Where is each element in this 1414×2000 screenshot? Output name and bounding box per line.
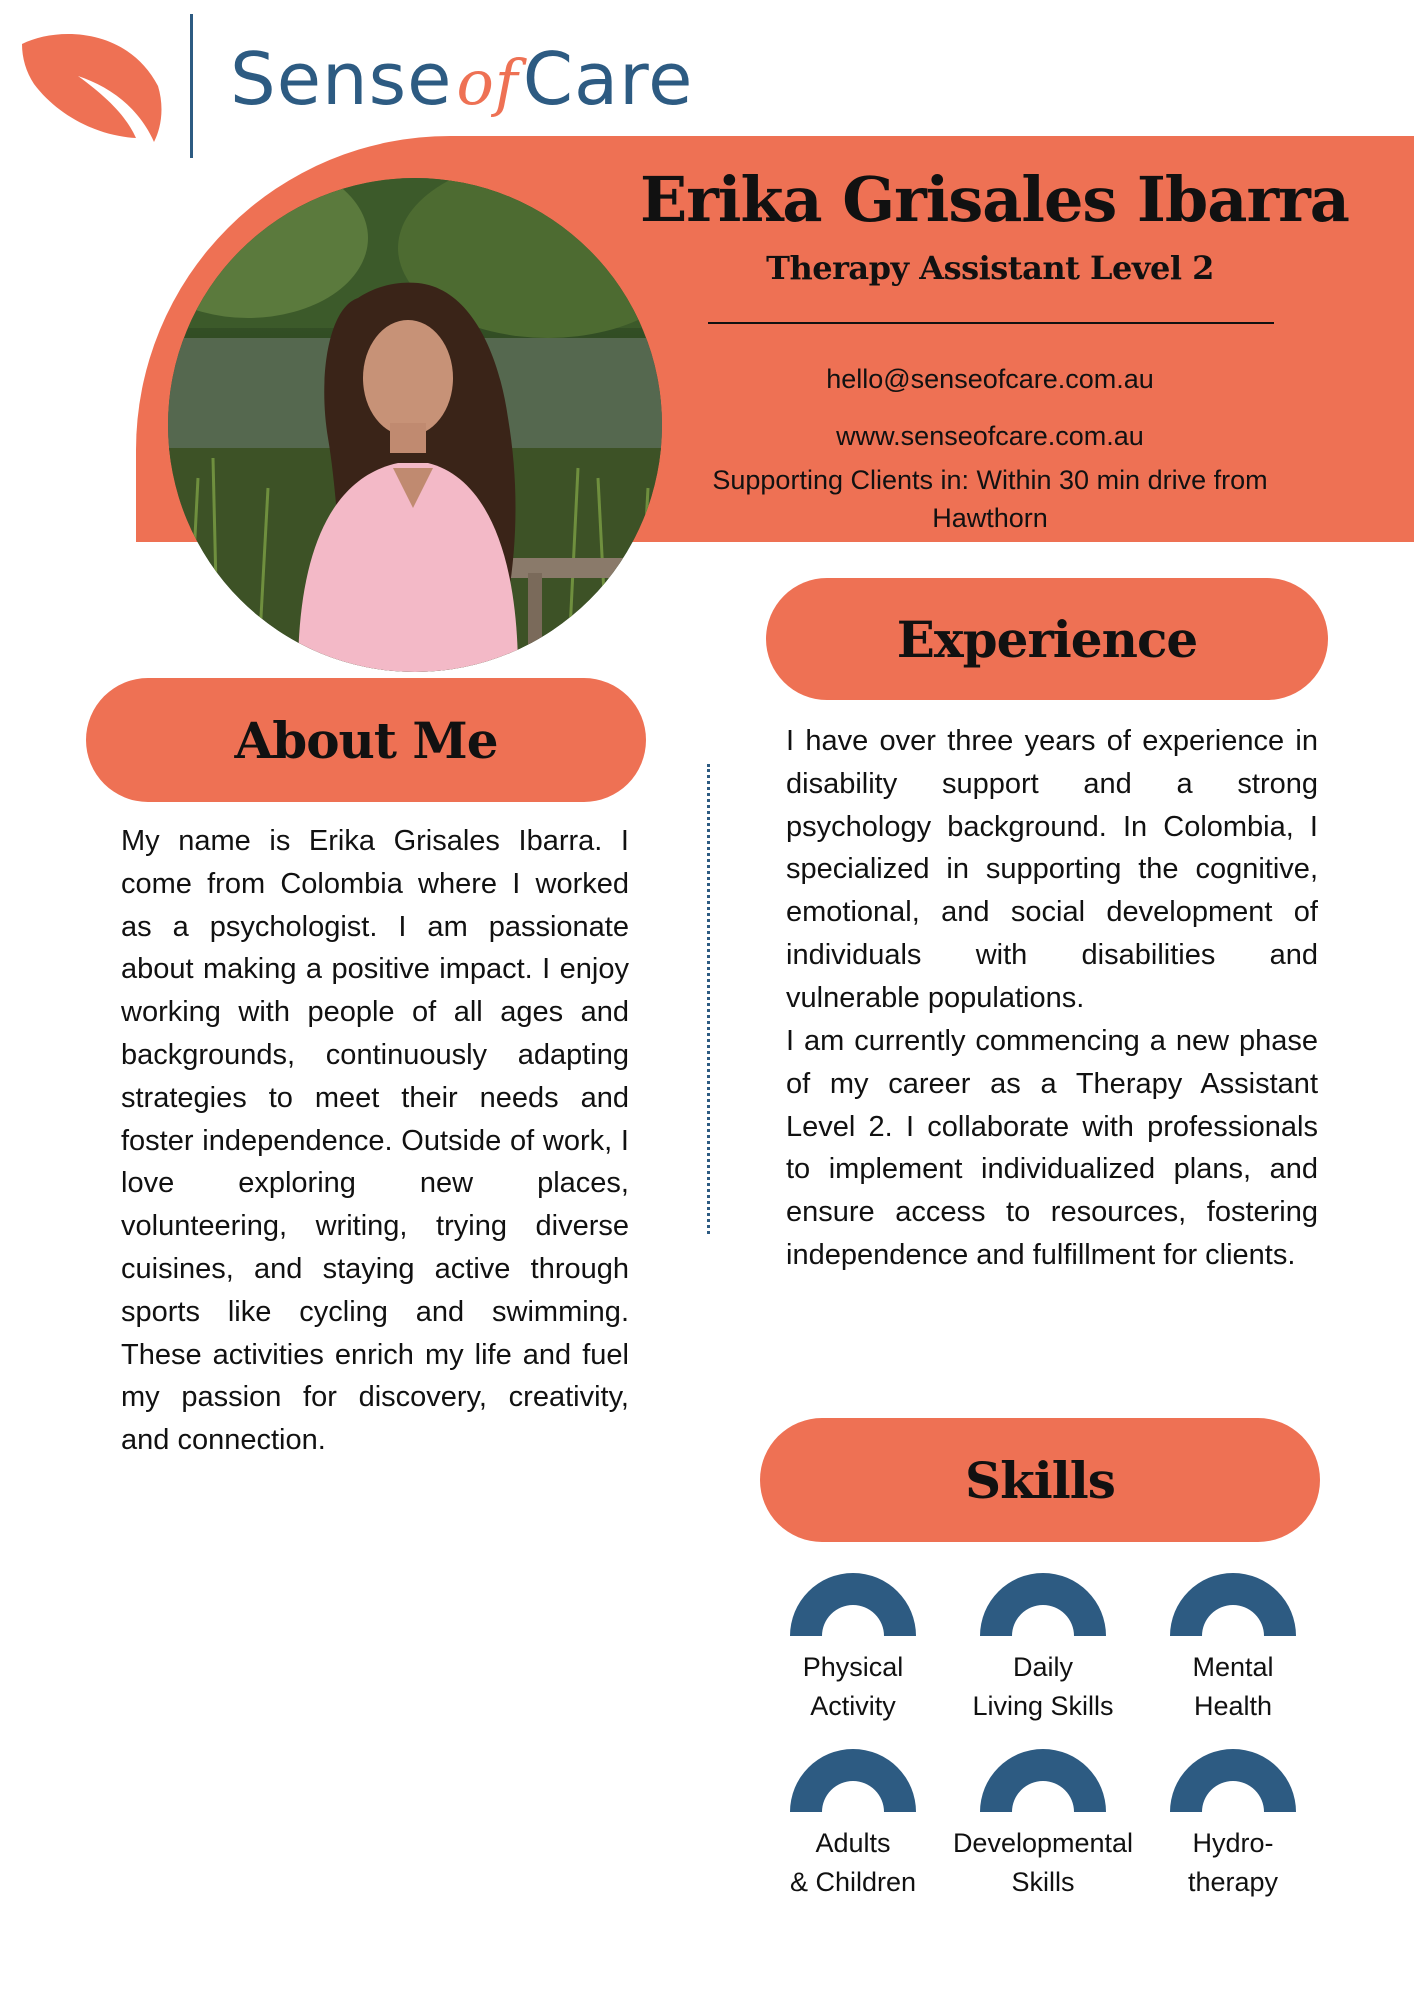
- arch-icon: [978, 1748, 1108, 1814]
- arch-icon: [788, 1572, 918, 1638]
- skill-item: [748, 1572, 958, 1726]
- header-divider: [708, 322, 1274, 324]
- about-heading: About Me: [86, 678, 646, 802]
- about-text: My name is Erika Grisales Ibarra. I come from Colombia where I worked as a psychologist. I am passionate about making a positive impact. I enjoy working with people of all ages and backgrounds, continuously adapting strategies to meet their needs and foster independence. Outside of work, I love exploring new places, volunteering, writing, trying diverse cuisines, and staying active through sports like cycling and swimming. These activities enrich my life and fuel my passion for discovery, creativity, and connection.: [121, 825, 629, 1457]
- profile-name: Erika Grisales Ibarra: [640, 163, 1349, 236]
- brand-care: Care: [522, 37, 694, 121]
- skill-label-line-2: Skills: [1011, 1867, 1075, 1897]
- skill-label-line-2: Health: [1193, 1691, 1273, 1721]
- brand-of: of: [456, 46, 519, 119]
- skill-label: [748, 1648, 958, 1726]
- service-area-line-1: Supporting Clients in: Within 30 min drive from: [712, 465, 1268, 495]
- skills-heading: Skills: [760, 1418, 1320, 1542]
- experience-paragraph-1: I have over three years of experience in disability support and a strong psychology background. In Colombia, I specialized in supporting the cognitive, emotional, and social development of individuals with disabilities and vulnerable populations.: [786, 725, 1318, 1014]
- skill-label: [748, 1824, 958, 1902]
- contact-email[interactable]: hello@senseofcare.com.au: [826, 364, 1154, 394]
- skill-label: [1128, 1824, 1338, 1902]
- skill-label-line-2: & Children: [789, 1867, 917, 1897]
- service-area: [640, 461, 1340, 537]
- profile-title: Therapy Assistant Level 2: [766, 249, 1214, 287]
- profile-photo: [168, 178, 662, 672]
- skill-label: [938, 1648, 1148, 1726]
- skill-label: [938, 1824, 1148, 1902]
- skill-label-line-1: Mental: [1192, 1652, 1274, 1682]
- skill-label-line-1: Developmental: [952, 1828, 1134, 1858]
- brand-sense: Sense: [230, 37, 453, 121]
- arch-icon: [788, 1748, 918, 1814]
- arch-icon: [1168, 1748, 1298, 1814]
- experience-paragraph-2: I am currently commencing a new phase of my career as a Therapy Assistant Level 2. I collaborate with professionals to implement individualized plans, and ensure access to resources, fostering independence and fulfillment for clients.: [786, 1025, 1318, 1271]
- skill-label-line-2: Activity: [810, 1691, 896, 1721]
- column-divider: [707, 764, 710, 1234]
- experience-heading: Experience: [766, 578, 1328, 700]
- leaf-icon: [18, 26, 162, 144]
- arch-icon: [1168, 1572, 1298, 1638]
- skill-item: [938, 1748, 1148, 1902]
- skill-label-line-1: Daily: [1012, 1652, 1073, 1682]
- skill-item: [1128, 1748, 1338, 1902]
- skill-item: [938, 1572, 1148, 1726]
- skill-label-line-1: Physical: [802, 1652, 904, 1682]
- service-area-line-2: Hawthorn: [932, 503, 1048, 533]
- skill-item: [748, 1748, 958, 1902]
- skill-label-line-1: Adults: [815, 1828, 891, 1858]
- brand-logo: [230, 34, 693, 128]
- logo-divider: [190, 14, 193, 158]
- skill-label-line-1: Hydro-: [1192, 1828, 1274, 1858]
- skill-label-line-2: therapy: [1187, 1867, 1279, 1897]
- skill-item: [1128, 1572, 1338, 1726]
- arch-icon: [978, 1572, 1108, 1638]
- skill-label: [1128, 1648, 1338, 1726]
- contact-website[interactable]: www.senseofcare.com.au: [836, 421, 1144, 451]
- profile-photo-image: [168, 178, 662, 672]
- skill-label-line-2: Living Skills: [972, 1691, 1114, 1721]
